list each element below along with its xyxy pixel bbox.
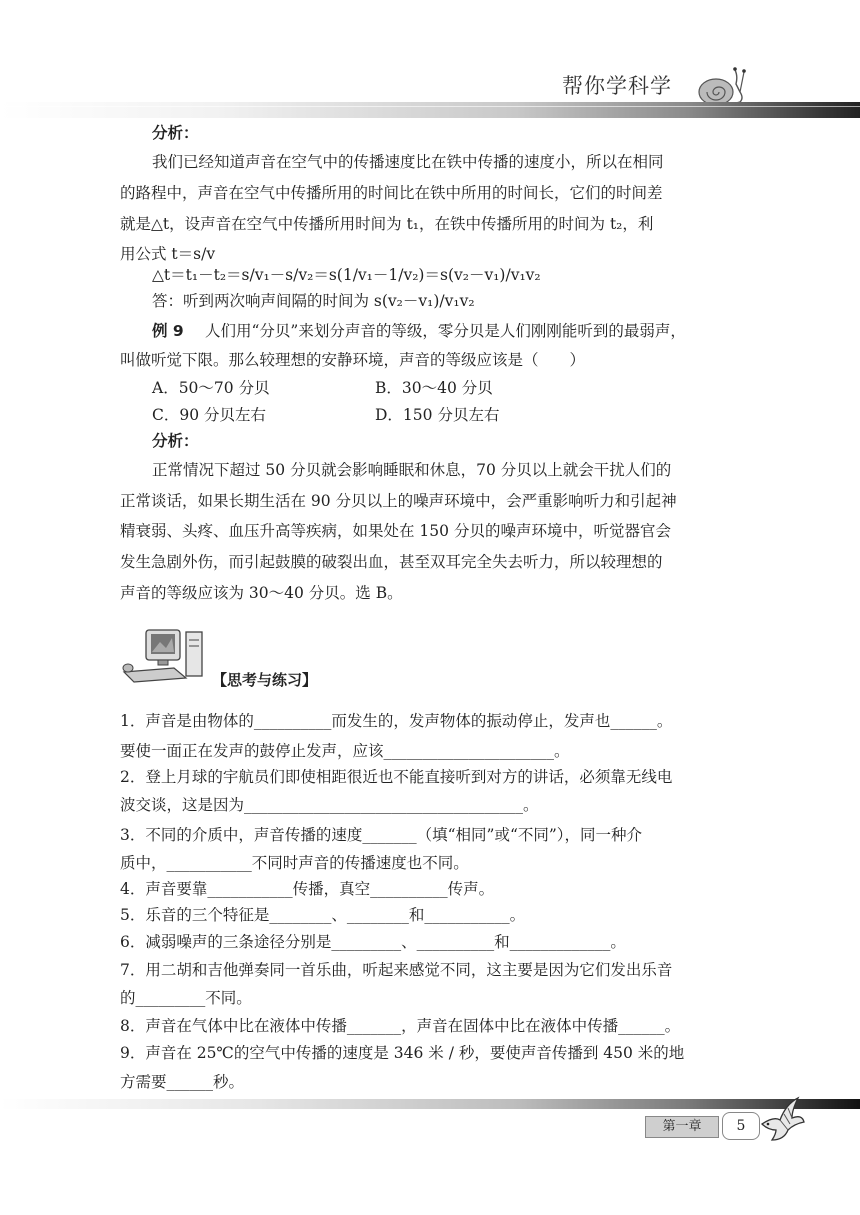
option-d: D．150 分贝左右: [375, 406, 500, 424]
example-label: 例 9: [152, 322, 184, 340]
analysis1-formula: △t＝t₁－t₂＝s/v₁－s/v₂＝s(1/v₁－1/v₂)＝s(v₂－v₁)/v₁v₂: [152, 266, 541, 284]
option-a: A．50～70 分贝: [152, 379, 270, 397]
analysis2-l2: 正常谈话，如果长期生活在 90 分贝以上的噪声环境中，会严重影响听力和引起神: [120, 492, 677, 510]
practice-line: 要使一面正在发声的鼓停止发声，应该______________________。: [120, 742, 570, 760]
bird-icon: [758, 1094, 806, 1144]
option-b: B．30～40 分贝: [375, 379, 493, 397]
practice-line: 方需要______秒。: [120, 1073, 245, 1091]
analysis2-l5: 声音的等级应该为 30～40 分贝。选 B。: [120, 584, 403, 602]
practice-line: 9．声音在 25℃的空气中传播的速度是 346 米 / 秒，要使声音传播到 450 米的地: [120, 1044, 685, 1062]
computer-icon: [116, 628, 214, 686]
practice-line: 质中，___________不同时声音的传播速度也不同。: [120, 854, 469, 872]
practice-line: 3．不同的介质中，声音传播的速度_______（填“相同”或“不同”），同一种介: [120, 826, 643, 844]
analysis1-p2: 的路程中，声音在空气中传播所用的时间比在铁中所用的时间长，它们的时间差: [120, 184, 663, 202]
footer-bar: [0, 1099, 860, 1109]
analysis2-l1: 正常情况下超过 50 分贝就会影响睡眠和休息，70 分贝以上就会干扰人们的: [152, 461, 672, 479]
practice-line: 的_________不同。: [120, 989, 252, 1007]
practice-line: 2．登上月球的宇航员们即使相距很近也不能直接听到对方的讲话，必须靠无线电: [120, 768, 673, 786]
analysis1-answer: 答：听到两次响声间隔的时间为 s(v₂－v₁)/v₁v₂: [152, 292, 475, 310]
practice-line: 6．减弱噪声的三条途径分别是_________、__________和_____________。: [120, 933, 626, 951]
practice-line: 7．用二胡和吉他弹奏同一首乐曲，听起来感觉不同，这主要是因为它们发出乐音: [120, 961, 673, 979]
example9-line2: 叫做听觉下限。那么较理想的安静环境，声音的等级应该是（ ）: [120, 351, 586, 369]
analysis2-l3: 精衰弱、头疼、血压升高等疾病，如果处在 150 分贝的噪声环境中，听觉器官会: [120, 522, 671, 540]
analysis2-l4: 发生急剧外伤，而引起鼓膜的破裂出血，甚至双耳完全失去听力，所以较理想的: [120, 553, 663, 571]
analysis1-p3: 就是△t，设声音在空气中传播所用时间为 t₁，在铁中传播所用的时间为 t₂，利: [120, 215, 654, 233]
header-bar: [0, 102, 860, 118]
analysis2-label: 分析：: [152, 432, 199, 450]
practice-line: 波交谈，这是因为____________________________________。: [120, 796, 539, 814]
analysis1-p4: 用公式 t＝s/v: [120, 245, 216, 263]
practice-line: 8．声音在气体中比在液体中传播_______，声音在固体中比在液体中传播______。: [120, 1017, 681, 1035]
practice-title: 【思考与练习】: [212, 671, 318, 689]
analysis-label: 分析：: [152, 124, 199, 142]
option-c: C．90 分贝左右: [152, 406, 267, 424]
practice-line: 1．声音是由物体的__________而发生的，发声物体的振动停止，发声也______。: [120, 712, 673, 730]
example9-line1: 人们用“分贝”来划分声音的等级，零分贝是人们刚刚能听到的最弱声，: [205, 322, 686, 340]
chapter-label: 第一章: [645, 1116, 719, 1138]
analysis1-p1: 我们已经知道声音在空气中的传播速度比在铁中传播的速度小，所以在相同: [152, 153, 664, 171]
page-number: 5: [722, 1112, 760, 1140]
practice-line: 4．声音要靠___________传播，真空__________传声。: [120, 880, 495, 898]
header-title: 帮你学科学: [562, 74, 672, 98]
practice-line: 5．乐音的三个特征是________、________和___________。: [120, 906, 526, 924]
